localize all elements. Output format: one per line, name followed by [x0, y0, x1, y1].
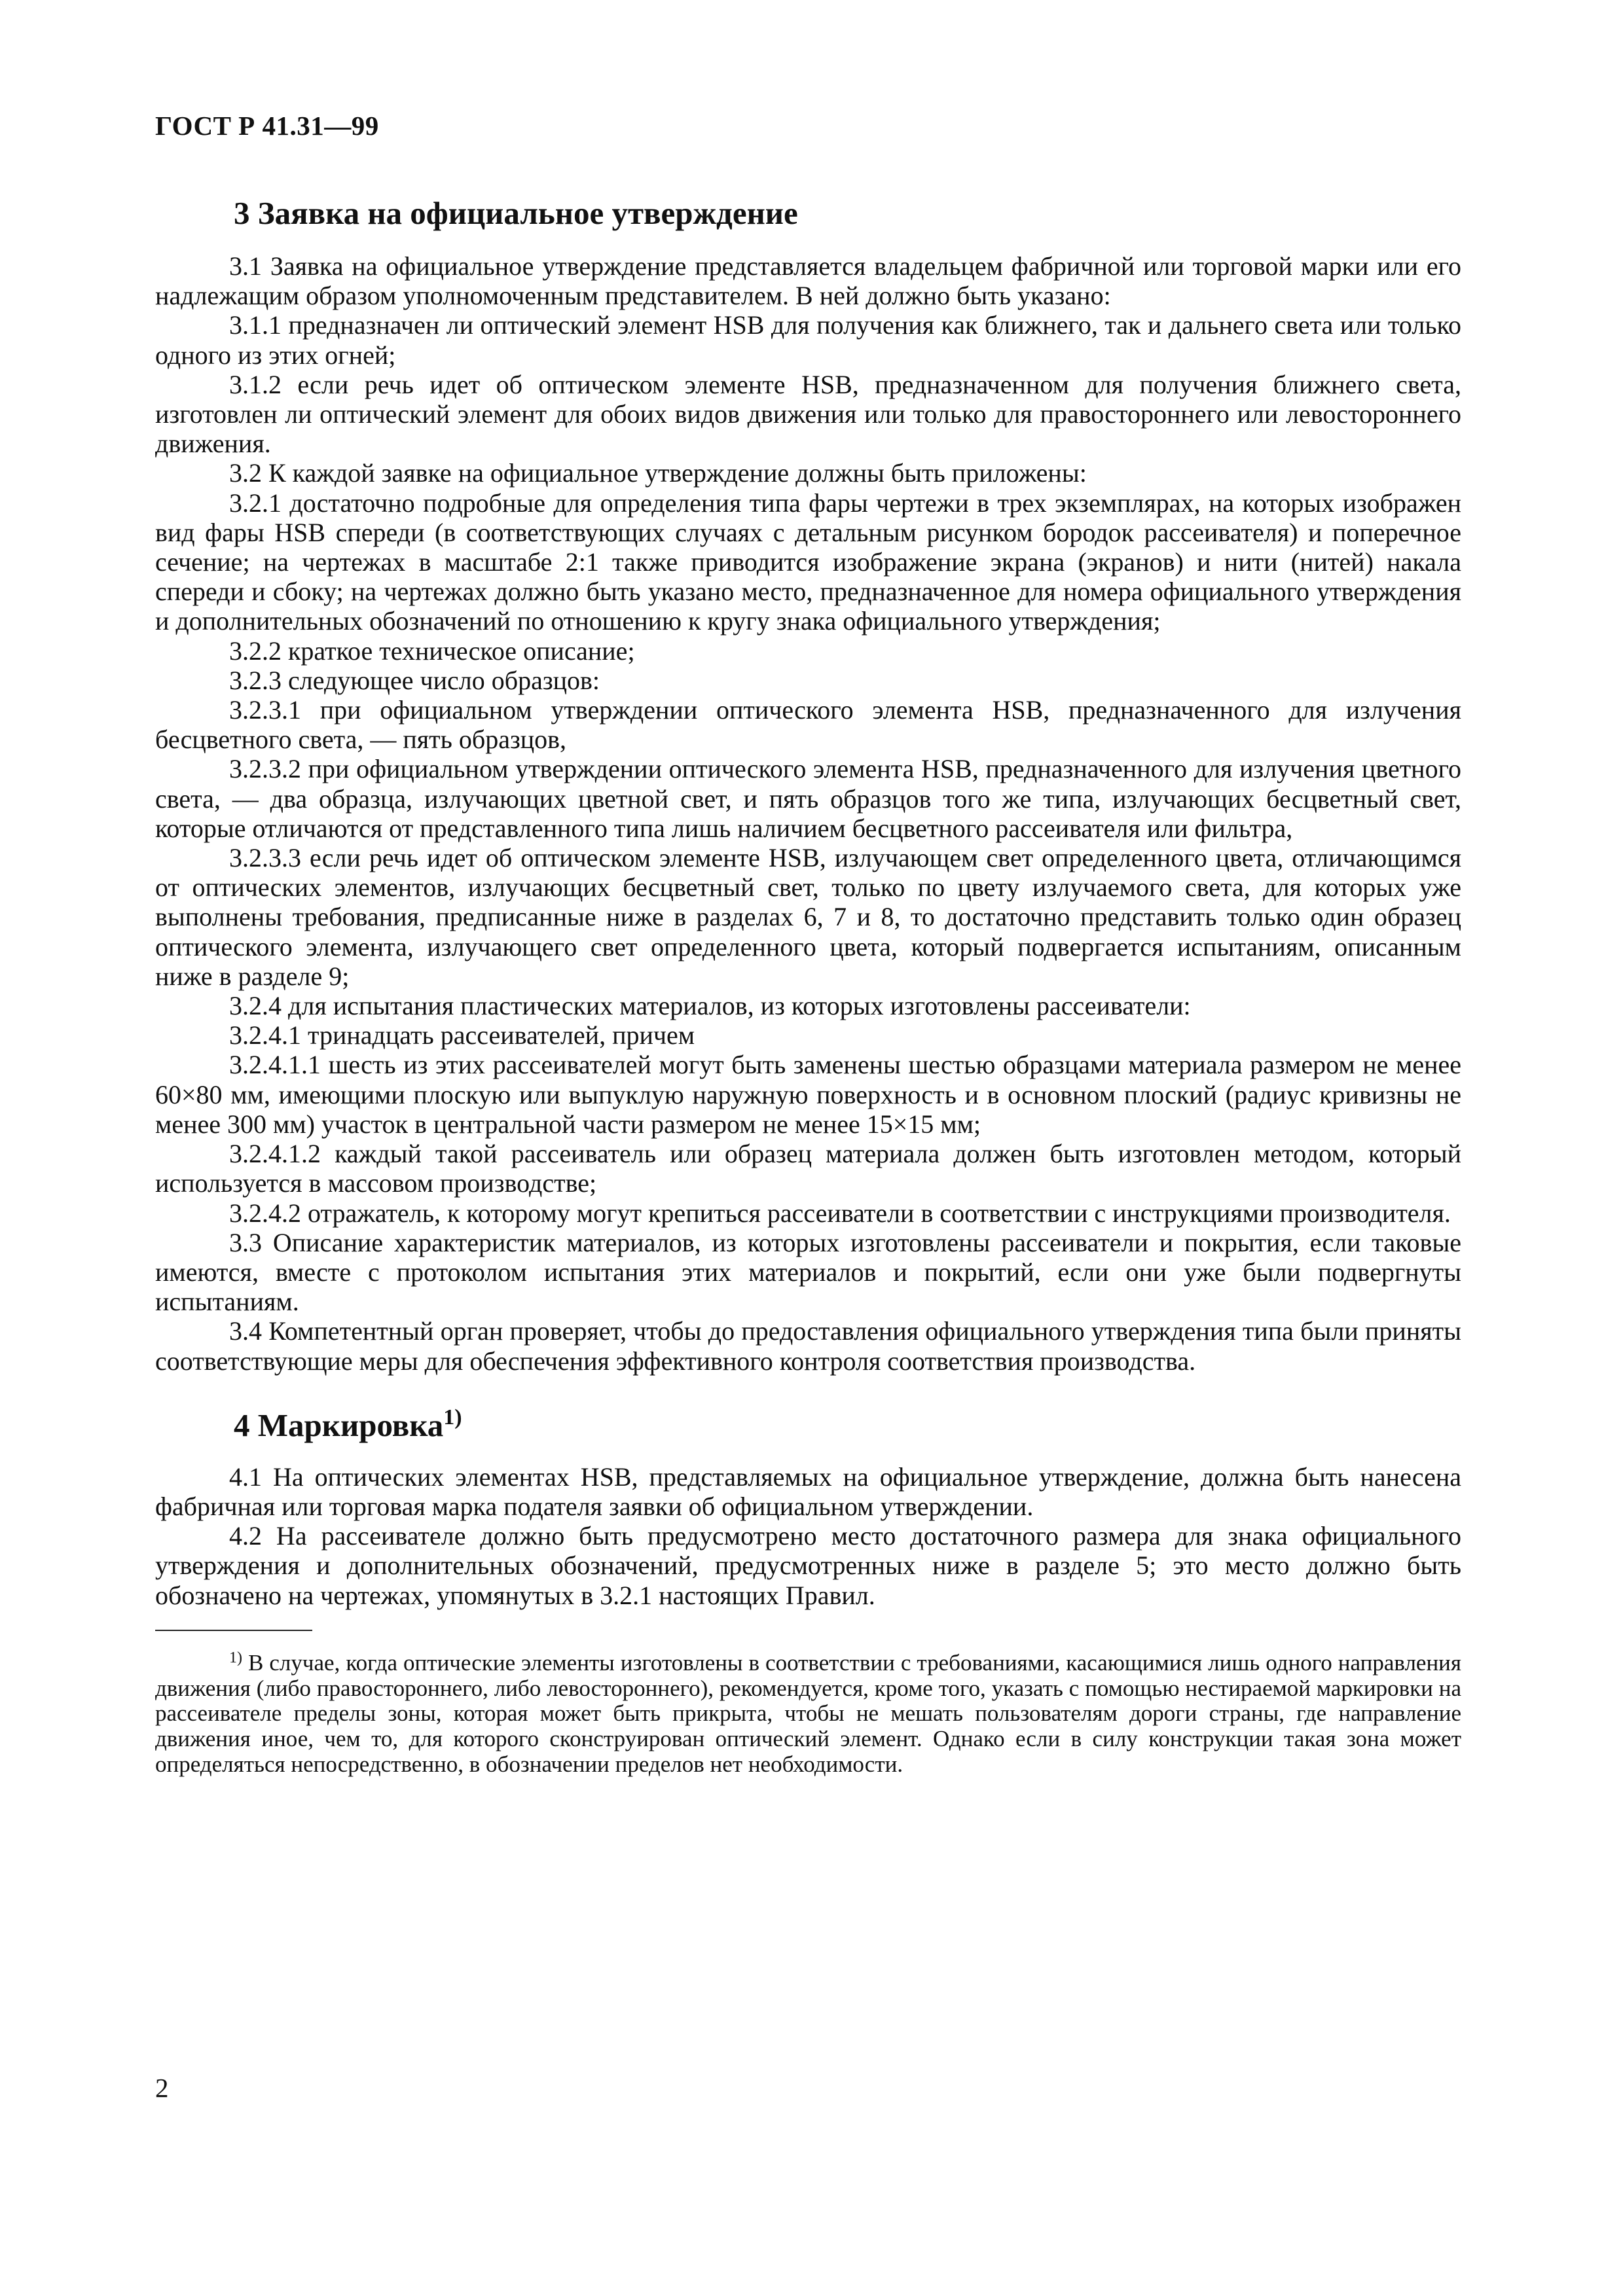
paragraph-3-2-4: 3.2.4 для испытания пластических материалов, из которых изготовлены рассеиватели: [229, 991, 1191, 1021]
section-4-title-text: 4 Маркировка [234, 1407, 444, 1443]
paragraph-3-2-4-1-1: 3.2.4.1.1 шесть из этих рассеивателей могут быть заменены шестью образцами материала размером не менее 60×80 мм, имеющими плоскую или выпуклую наружную поверхность и в основном плоский (радиус кривизны не менее 300 мм) участок в центральной части размером не менее 15×15 мм; [155, 1050, 1461, 1139]
paragraph-3-2-4-2: 3.2.4.2 отражатель, к которому могут крепиться рассеиватели в соответствии с инструкциями производителя. [229, 1198, 1451, 1228]
paragraph-3-1-2: 3.1.2 если речь идет об оптическом элементе HSB, предназначенном для получения ближнего света, изготовлен ли оптический элемент для обоих видов движения или только для правостороннего или левостороннего движения. [155, 369, 1461, 459]
paragraph-3-2-2: 3.2.2 краткое техническое описание; [229, 636, 635, 666]
paragraph-3-2-3-1: 3.2.3.1 при официальном утверждении оптического элемента HSB, предназначенного для излучения бесцветного света, — пять образцов, [155, 695, 1461, 755]
paragraph-4-2: 4.2 На рассеивателе должно быть предусмотрено место достаточного размера для знака официального утверждения и дополнительных обозначений, предусмотренных ниже в разделе 5; это место должно быть обозначено на чертежах, упомянутых в 3.2.1 настоящих Правил. [155, 1521, 1461, 1610]
footnote-divider [155, 1630, 312, 1631]
paragraph-4-1: 4.1 На оптических элементах HSB, представляемых на официальное утверждение, должна быть нанесена фабричная или торговая марка подателя заявки об официальном утверждении. [155, 1462, 1461, 1521]
paragraph-3-2: 3.2 К каждой заявке на официальное утверждение должны быть приложены: [229, 458, 1087, 488]
section-3-title: 3 Заявка на официальное утверждение [234, 195, 798, 231]
page-number: 2 [155, 2073, 169, 2103]
footnote-mark: 1) [229, 1649, 242, 1666]
footnote [155, 1645, 1461, 1778]
paragraph-3-1: 3.1 Заявка на официальное утверждение представляется владельцем фабричной или торговой марки или его надлежащим образом уполномоченным представителем. В ней должно быть указано: [155, 251, 1461, 311]
footnote-reference: 1) [443, 1405, 462, 1429]
paragraph-3-1-1: 3.1.1 предназначен ли оптический элемент HSB для получения как ближнего, так и дальнего света или только одного из этих огней; [155, 310, 1461, 370]
paragraph-3-2-1: 3.2.1 достаточно подробные для определения типа фары чертежи в трех экземплярах, на которых изображен вид фары HSB спереди (в соответствующих случаях с детальным рисунком бородок рассеивателя) и поперечное сечение; на чертежах в масштабе 2:1 также приводится изображение экрана (экранов) и нити (нитей) накала спереди и сбоку; на чертежах должно быть указано место, предназначенное для номера официального утверждения и дополнительных обозначений по отношению к кругу знака официального утверждения; [155, 488, 1461, 636]
paragraph-3-2-4-1-2: 3.2.4.1.2 каждый такой рассеиватель или образец материала должен быть изготовлен методом, который используется в массовом производстве; [155, 1139, 1461, 1198]
footnote-text: В случае, когда оптические элементы изготовлены в соответствии с требованиями, касающимися лишь одного направления движения (либо правостороннего, либо левостороннего), рекомендуется, кроме того, указать с помощью нестираемой маркировки на рассеивателе пределы зоны, которая может быть прикрыта, чтобы не мешать пользователям дороги страны, где направление движения иное, чем то, для которого сконструирован оптический элемент. Однако если в силу конструкции такая зона может определяться непосредственно, в обозначении пределов нет необходимости. [155, 1649, 1462, 1777]
paragraph-3-2-3: 3.2.3 следующее число образцов: [229, 665, 600, 695]
section-4-title [234, 1394, 1461, 1449]
paragraph-3-2-4-1: 3.2.4.1 тринадцать рассеивателей, причем [229, 1020, 695, 1050]
paragraph-3-2-3-3: 3.2.3.3 если речь идет об оптическом элементе HSB, излучающем свет определенного цвета, отличающимся от оптических элементов, излучающих бесцветный свет, только по цвету излучаемого света, для которых уже выполнены требования, предписанные ниже в разделах 6, 7 и 8, то достаточно представить только один образец оптического элемента, излучающего свет определенного цвета, который подвергается испытаниям, описанным ниже в разделе 9; [155, 843, 1461, 991]
paragraph-3-2-3-2: 3.2.3.2 при официальном утверждении оптического элемента HSB, предназначенного для излучения цветного света, — два образца, излучающих цветной свет, и пять образцов того же типа, излучающих бесцветный свет, которые отличаются от представленного типа лишь наличием бесцветного рассеивателя или фильтра, [155, 754, 1461, 843]
paragraph-3-4: 3.4 Компетентный орган проверяет, чтобы до предоставления официального утверждения типа были приняты соответствующие меры для обеспечения эффективного контроля соответствия производства. [155, 1316, 1461, 1376]
paragraph-3-3: 3.3 Описание характеристик материалов, из которых изготовлены рассеиватели и покрытия, если таковые имеются, вместе с протоколом испытания этих материалов и покрытий, если они уже были подвергнуты испытаниям. [155, 1227, 1461, 1317]
standard-code-header: ГОСТ Р 41.31—99 [155, 111, 379, 141]
page-content [155, 190, 1461, 1778]
